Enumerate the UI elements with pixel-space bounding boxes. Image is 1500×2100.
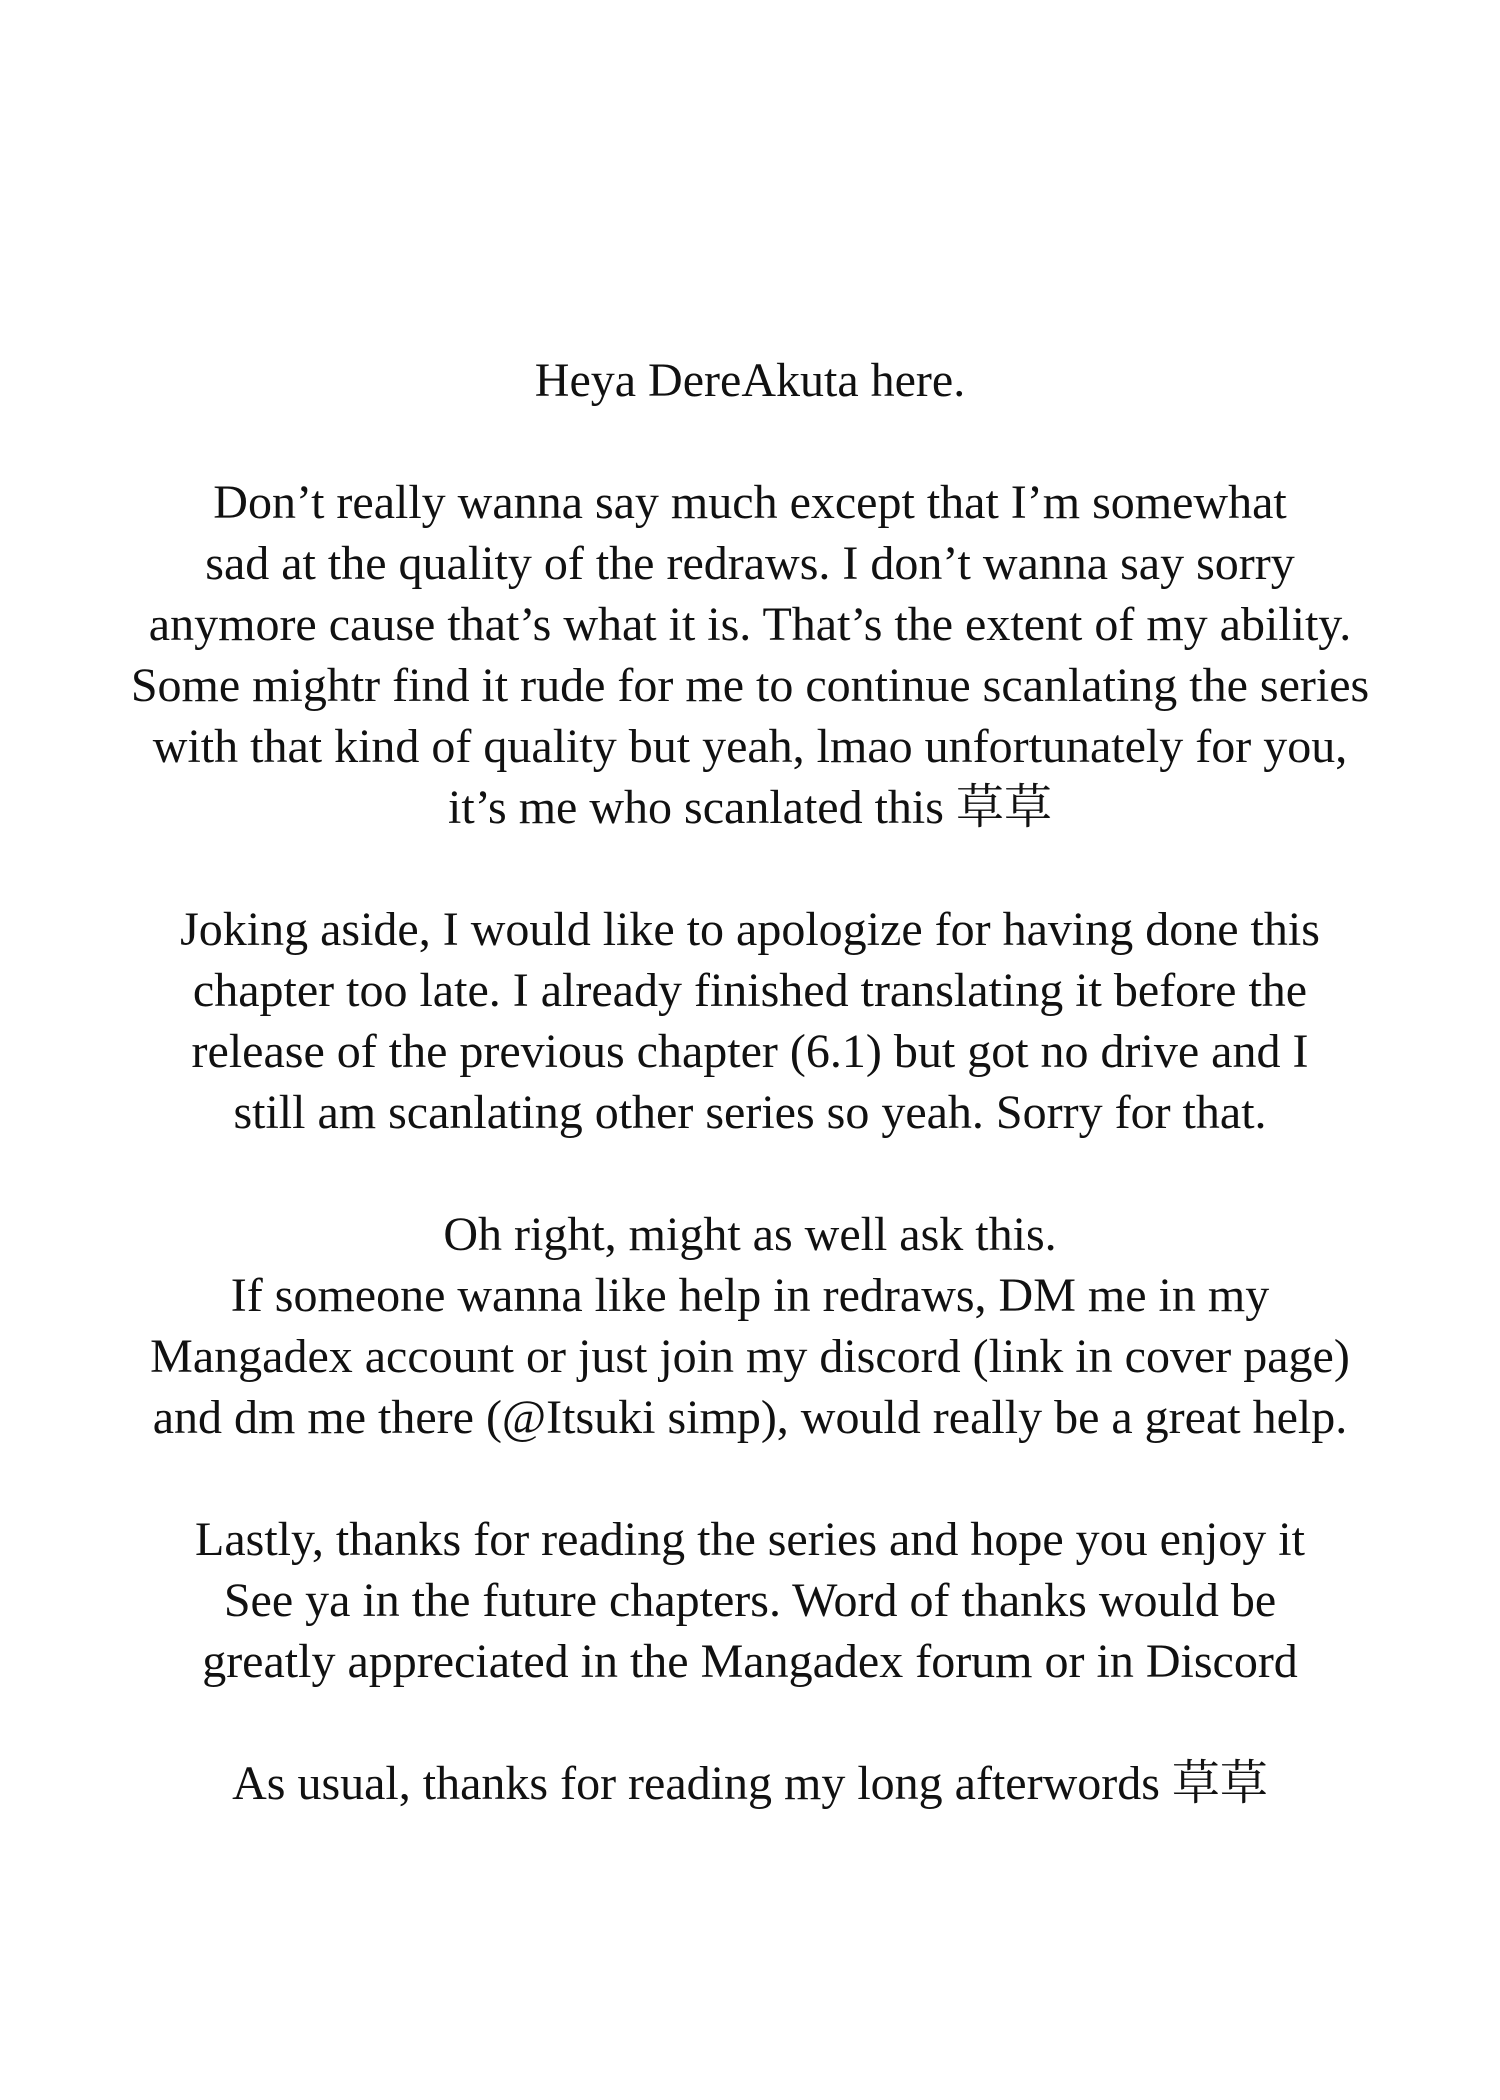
text-line: chapter too late. I already finished translating it before the — [192, 964, 1308, 1017]
greeting-paragraph — [0, 350, 1500, 411]
text-line: Oh right, might as well ask this. — [443, 1208, 1057, 1261]
text-line: Don’t really wanna say much except that I’m somewhat — [213, 476, 1287, 529]
text-line: See ya in the future chapters. Word of thanks would be — [223, 1574, 1277, 1627]
text-line: Joking aside, I would like to apologize for having done this — [180, 903, 1320, 956]
thanks-paragraph — [0, 1509, 1500, 1692]
text-line: release of the previous chapter (6.1) but got no drive and I — [191, 1025, 1309, 1078]
closing-line: As usual, thanks for reading my long afterwords 草草 — [232, 1757, 1268, 1810]
text-line: Mangadex account or just join my discord (link in cover page) — [150, 1330, 1350, 1383]
text-line: it’s me who scanlated this 草草 — [448, 781, 1052, 834]
redraw-quality-paragraph — [0, 472, 1500, 838]
text-line: with that kind of quality but yeah, lmao unfortunately for you, — [152, 720, 1348, 773]
closing-paragraph — [0, 1753, 1500, 1814]
afterword-text — [0, 350, 1500, 1875]
text-line: Lastly, thanks for reading the series and hope you enjoy it — [195, 1513, 1305, 1566]
text-line: still am scanlating other series so yeah. Sorry for that. — [233, 1086, 1267, 1139]
text-line: and dm me there (@Itsuki simp), would really be a great help. — [152, 1391, 1348, 1444]
text-line: greatly appreciated in the Mangadex forum or in Discord — [202, 1635, 1298, 1688]
text-line: Some mightr find it rude for me to continue scanlating the series — [130, 659, 1370, 712]
greeting-line: Heya DereAkuta here. — [534, 354, 966, 407]
text-line: anymore cause that’s what it is. That’s the extent of my ability. — [148, 598, 1352, 651]
text-line: sad at the quality of the redraws. I don’t wanna say sorry — [205, 537, 1295, 590]
help-request-paragraph — [0, 1204, 1500, 1448]
apology-paragraph — [0, 899, 1500, 1143]
text-line: If someone wanna like help in redraws, DM me in my — [230, 1269, 1270, 1322]
